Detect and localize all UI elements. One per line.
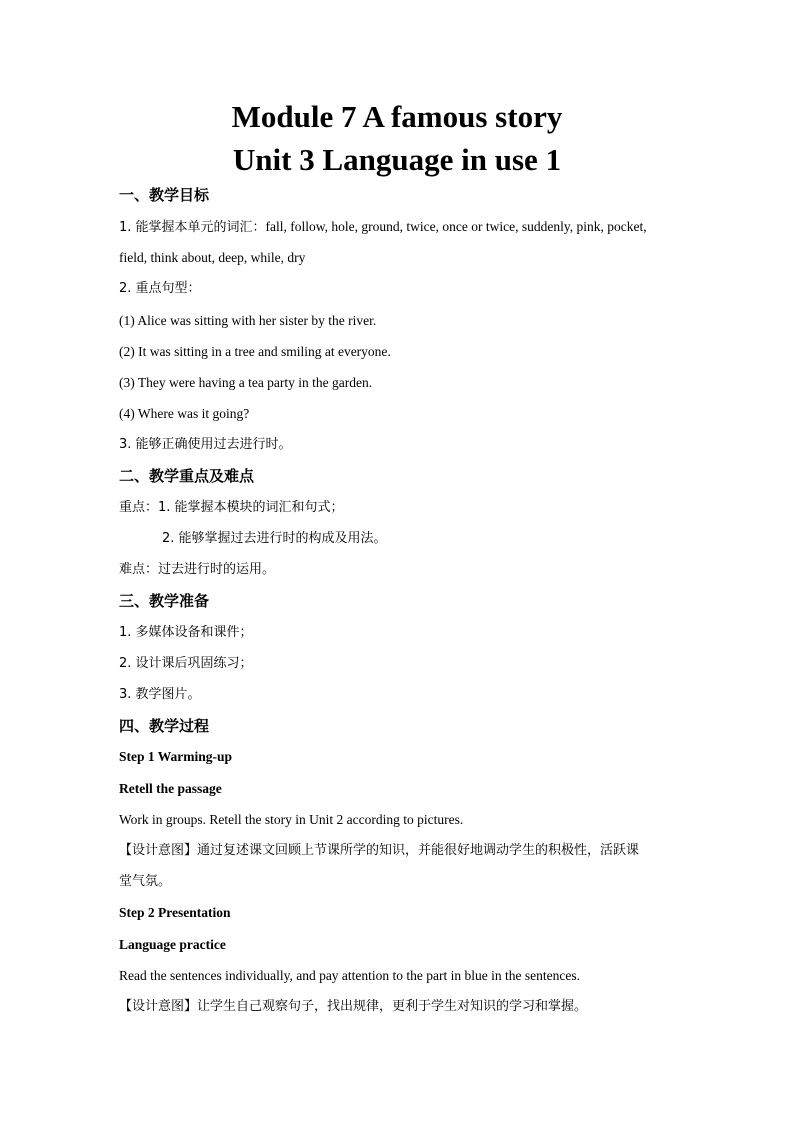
objective-vocabulary-words: fall, follow, hole, ground, twice, once or twice, suddenly, pink, pocket, (265, 219, 647, 234)
objective-vocabulary (119, 218, 689, 237)
step-2-text: Read the sentences individually, and pay attention to the part in blue in the sentences. (119, 968, 580, 983)
sentence-pattern-3: (3) They were having a tea party in the garden. (119, 375, 373, 390)
section-heading-preparation: 三、教学准备 (119, 592, 210, 610)
step-1-text: Work in groups. Retell the story in Unit 2 according to pictures. (119, 812, 464, 827)
preparation-item-3: 3. 教学图片。 (119, 687, 201, 702)
sentence-pattern-2: (2) It was sitting in a tree and smiling at everyone. (119, 344, 391, 359)
step-1-heading: Step 1 Warming-up (119, 749, 233, 764)
sentence-pattern-1: (1) Alice was sitting with her sister by the river. (119, 313, 377, 328)
preparation-item-2: 2. 设计课后巩固练习； (119, 656, 253, 671)
sentence-pattern-4: (4) Where was it going? (119, 406, 250, 421)
step-2-design-intent: 【设计意图】让学生自己观察句子，找出规律，更利于学生对知识的学习和掌握。 (119, 999, 588, 1014)
section-heading-process: 四、教学过程 (119, 717, 210, 735)
objective-vocabulary-continued: field, think about, deep, while, dry (119, 250, 306, 265)
difficult-point: 难点：过去进行时的运用。 (119, 562, 276, 577)
document-subtitle: Unit 3 Language in use 1 (232, 142, 562, 177)
preparation-item-1: 1. 多媒体设备和课件； (119, 625, 253, 640)
step-1-subheading: Retell the passage (119, 781, 222, 796)
objective-sentences-label: 2. 重点句型： (119, 281, 201, 296)
section-heading-objectives: 一、教学目标 (119, 186, 210, 204)
key-point-2: 2. 能够掌握过去进行时的构成及用法。 (162, 531, 387, 546)
objective-tense: 3. 能够正确使用过去进行时。 (119, 437, 292, 452)
section-heading-keypoints: 二、教学重点及难点 (119, 467, 255, 485)
step-1-design-intent-continued: 堂气氛。 (119, 874, 172, 889)
step-1-design-intent: 【设计意图】通过复述课文回顾上节课所学的知识，并能很好地调动学生的积极性，活跃课 (119, 843, 640, 858)
objective-vocabulary-label: 1. 能掌握本单元的词汇： (119, 220, 266, 235)
document-title: Module 7 A famous story (231, 99, 563, 134)
step-2-subheading: Language practice (119, 937, 226, 952)
key-point-1: 重点：1. 能掌握本模块的词汇和句式； (119, 500, 344, 515)
step-2-heading: Step 2 Presentation (119, 905, 231, 920)
